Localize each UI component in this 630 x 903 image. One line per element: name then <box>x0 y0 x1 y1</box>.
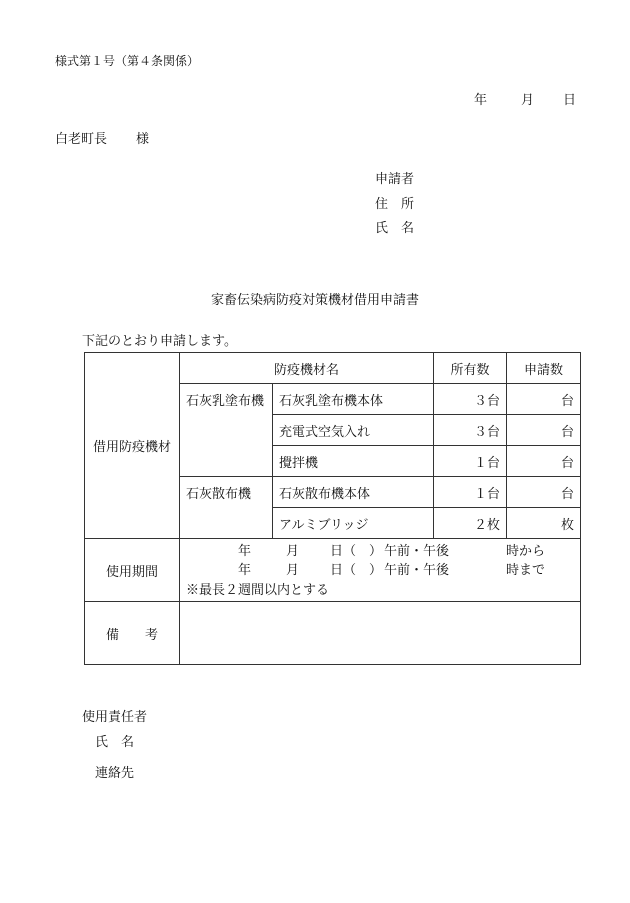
period-input[interactable] <box>180 539 581 602</box>
period-note: ※最長２週間以内とする <box>186 583 330 598</box>
responsible-person-label: 使用責任者 <box>82 710 148 725</box>
item-requested-input[interactable]: 台 <box>507 415 581 446</box>
item-name: 石灰散布機本体 <box>273 477 434 508</box>
item-name: 充電式空気入れ <box>273 415 434 446</box>
form-number-label: 様式第１号（第４条関係） <box>55 54 200 68</box>
date-day-label: 日 <box>563 93 577 108</box>
date-month-label: 月 <box>521 93 535 108</box>
item-name: アルミブリッジ <box>273 508 434 539</box>
applicant-label: 申請者 <box>375 172 415 187</box>
period-end-month: 月 <box>286 563 300 578</box>
equipment-table <box>84 352 581 665</box>
period-label: 使用期間 <box>85 539 180 602</box>
group-name: 石灰散布機 <box>180 477 273 539</box>
period-end-ampm: 午前・午後 <box>384 563 450 578</box>
period-end-year: 年 <box>238 563 252 578</box>
period-start-day: 日（ ） <box>330 544 383 559</box>
item-requested-input[interactable]: 台 <box>507 477 581 508</box>
item-owned: ３台 <box>434 415 507 446</box>
period-row <box>85 539 581 602</box>
period-start-suffix: 時から <box>506 544 546 559</box>
table-header-row <box>85 353 581 384</box>
responsible-contact-label: 連絡先 <box>95 766 135 781</box>
remarks-label: 備 考 <box>85 602 180 665</box>
addressee: 白老町長 <box>55 132 108 147</box>
header-requested: 申請数 <box>507 353 581 384</box>
item-owned: ３台 <box>434 384 507 415</box>
applicant-address-label: 住 所 <box>375 197 415 212</box>
item-requested-input[interactable]: 台 <box>507 446 581 477</box>
document-title: 家畜伝染病防疫対策機材借用申請書 <box>210 293 419 308</box>
remarks-row <box>85 602 581 665</box>
item-name: 石灰乳塗布機本体 <box>273 384 434 415</box>
item-requested-input[interactable]: 台 <box>507 384 581 415</box>
responsible-name-label: 氏 名 <box>95 735 135 750</box>
section-label-cell <box>85 353 180 539</box>
header-equipment: 防疫機材名 <box>180 353 434 384</box>
period-start-month: 月 <box>286 544 300 559</box>
remarks-input[interactable] <box>180 602 581 665</box>
period-start-year: 年 <box>238 544 252 559</box>
item-name: 攪拌機 <box>273 446 434 477</box>
honorific: 様 <box>136 132 150 147</box>
item-owned: ２枚 <box>434 508 507 539</box>
item-owned: １台 <box>434 477 507 508</box>
header-owned: 所有数 <box>434 353 507 384</box>
item-requested-input[interactable]: 枚 <box>507 508 581 539</box>
period-end-day: 日（ ） <box>330 563 383 578</box>
applicant-name-label: 氏 名 <box>375 221 415 236</box>
period-end-suffix: 時まで <box>506 563 546 578</box>
item-owned: １台 <box>434 446 507 477</box>
section-label: 借用防疫機材 <box>92 440 171 455</box>
date-year-label: 年 <box>474 93 488 108</box>
intro-text: 下記のとおり申請します。 <box>82 334 237 349</box>
period-start-ampm: 午前・午後 <box>384 544 450 559</box>
group-name: 石灰乳塗布機 <box>180 384 273 477</box>
